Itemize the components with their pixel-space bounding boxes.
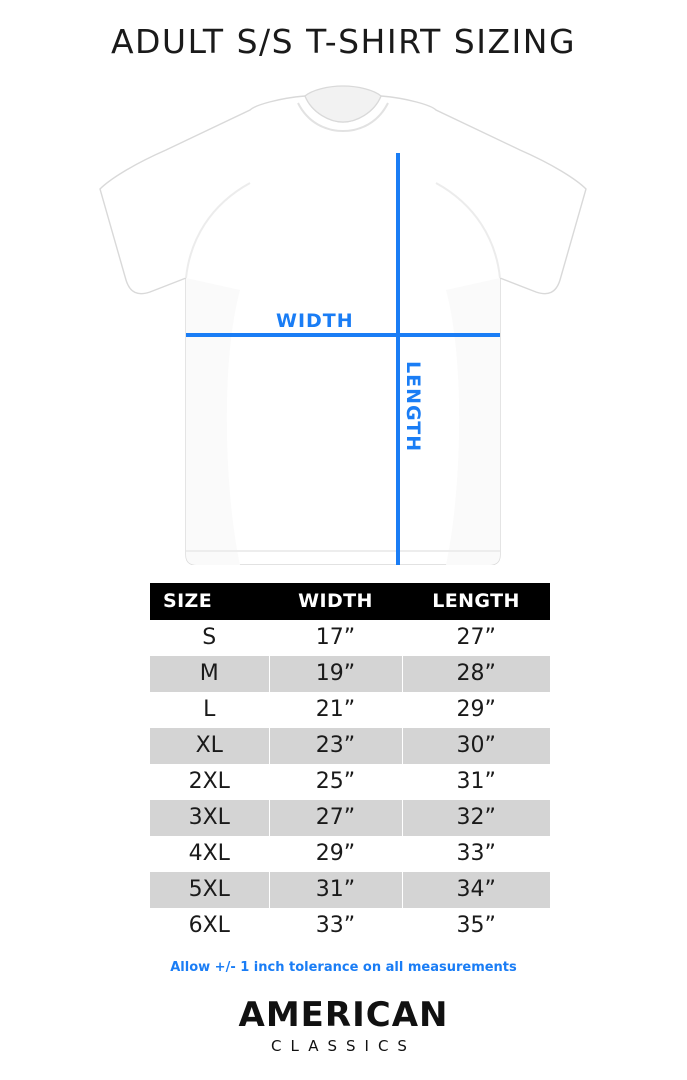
cell-length: 35” (402, 908, 550, 944)
cell-width: 31” (269, 872, 402, 908)
table-row (150, 836, 550, 872)
cell-width: 25” (269, 764, 402, 800)
cell-size: M (150, 656, 269, 692)
table-row (150, 656, 550, 692)
cell-size: L (150, 692, 269, 728)
cell-length: 29” (402, 692, 550, 728)
cell-length: 30” (402, 728, 550, 764)
cell-length: 32” (402, 800, 550, 836)
cell-size: 2XL (150, 764, 269, 800)
page-title: ADULT S/S T-SHIRT SIZING (110, 22, 577, 61)
table-row (150, 908, 550, 944)
cell-size: 4XL (150, 836, 269, 872)
cell-length: 31” (402, 764, 550, 800)
cell-length: 28” (402, 656, 550, 692)
table-row (150, 800, 550, 836)
cell-width: 29” (269, 836, 402, 872)
table-row (150, 728, 550, 764)
cell-width: 17” (269, 620, 402, 656)
table-header-row (150, 583, 550, 620)
cell-width: 33” (269, 908, 402, 944)
table-row (150, 692, 550, 728)
cell-width: 21” (269, 692, 402, 728)
header-width: WIDTH (269, 583, 402, 620)
cell-size: XL (150, 728, 269, 764)
cell-width: 23” (269, 728, 402, 764)
cell-size: 5XL (150, 872, 269, 908)
table-row (150, 620, 550, 656)
header-length: LENGTH (402, 583, 550, 620)
size-table (150, 583, 550, 944)
width-guide-label: WIDTH (276, 310, 354, 332)
brand-logo (0, 995, 687, 1055)
table-row (150, 872, 550, 908)
table-row (150, 764, 550, 800)
cell-size: 6XL (150, 908, 269, 944)
cell-size: S (150, 620, 269, 656)
shirt-illustration (0, 65, 687, 565)
length-guide-label: LENGTH (402, 361, 424, 453)
brand-name: AMERICAN (238, 995, 449, 1035)
cell-length: 34” (402, 872, 550, 908)
header-size: SIZE (150, 583, 269, 620)
tolerance-note: Allow +/- 1 inch tolerance on all measurements (170, 960, 517, 975)
cell-width: 27” (269, 800, 402, 836)
cell-size: 3XL (150, 800, 269, 836)
cell-width: 19” (269, 656, 402, 692)
size-table-container (150, 583, 537, 944)
brand-tagline: CLASSICS (271, 1037, 416, 1055)
cell-length: 33” (402, 836, 550, 872)
cell-length: 27” (402, 620, 550, 656)
